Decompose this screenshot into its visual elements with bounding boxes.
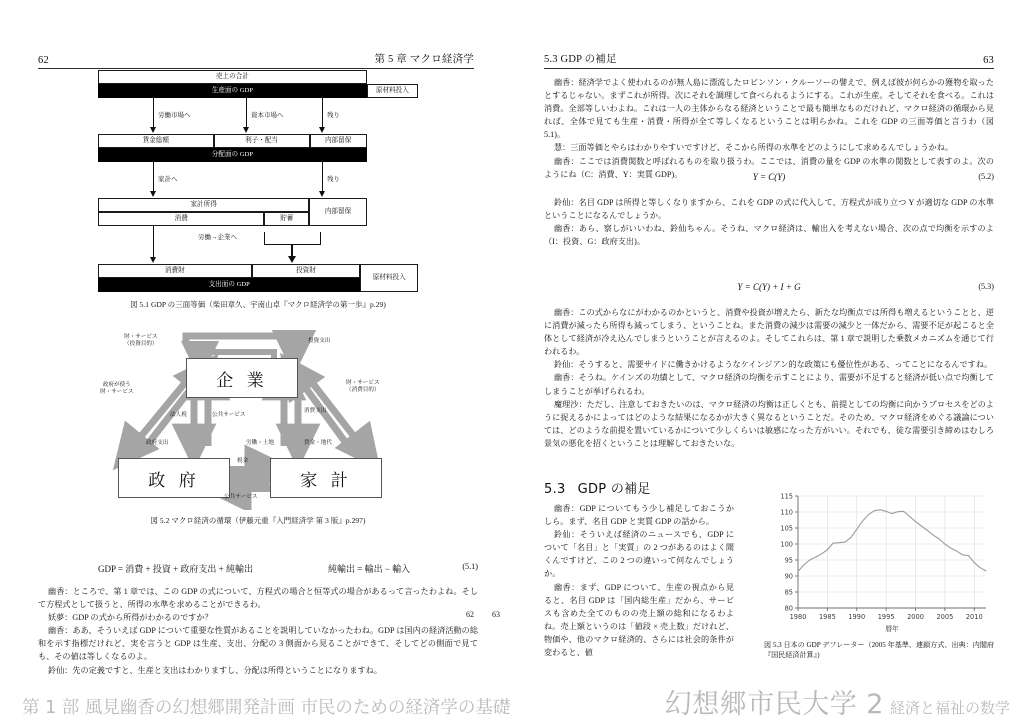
right-section-title: 5.3 GDP の補足	[544, 54, 617, 65]
equation-5-3-row	[544, 282, 994, 298]
fig52-label-wage-rent: 賃金・地代	[304, 440, 332, 446]
fig52-label-goods-services-consumption: 財・サービス （消費目的）	[346, 380, 380, 393]
banner-book-title	[665, 682, 1010, 721]
fig51-cell-consumption-goods: 消費財	[98, 264, 252, 278]
svg-text:110: 110	[780, 508, 793, 517]
fig51-label-labor-to-firm: 労働→企業へ	[198, 234, 237, 241]
right-column-bottom	[544, 306, 994, 450]
figure-5-2-caption: 図 5.2 マクロ経済の循環（伊藤元重『入門経済学 第 3 版』p.297)	[150, 516, 366, 525]
banner-series-title: 第 1 部 風見幽香の幻想郷開発計画 市民のための経済学の基礎	[22, 698, 511, 718]
edge-folio-left: 62	[466, 610, 474, 619]
fig51-arrows-2	[98, 162, 418, 198]
fig51-cell-interest-dividend: 利子・配当	[214, 134, 310, 148]
right-paragraph-3: 幽香：ここでは消費関数と呼ばれるものを取り扱うわ。ここでは、消費の量を GDP の水準の関数として表すのよ。次のようにね（C：消費、Y：実質 GDP)。	[544, 156, 994, 179]
fig52-node-government: 政 府	[118, 458, 230, 498]
fig52-label-gov-buys-goods: 政府が使う 財・サービス	[100, 382, 134, 395]
section-5-3-title: GDP の補足	[577, 482, 651, 497]
fig52-node-household: 家 計	[270, 458, 382, 498]
equation-5-3-body: Y = C(Y) + I + G	[737, 282, 801, 292]
right-folio: 63	[983, 55, 994, 66]
fig51-arrow-capital-market	[246, 98, 247, 128]
left-paragraph-4: 鈴仙：先の定義ですと、生産と支出はわかりますし、分配は所得ということになりますね。	[48, 665, 382, 675]
svg-text:1990: 1990	[848, 613, 866, 621]
svg-text:85: 85	[784, 588, 793, 597]
fig51-cell-expenditure-gdp: 支出面の GDP	[98, 278, 360, 292]
right-paragraph-7: 鈴仙：そうすると、需要サイドに働きかけるようなケインジアン的な政策にも優位性がある、ってことになるんですね。	[554, 360, 993, 370]
svg-text:95: 95	[784, 556, 793, 565]
fig51-cell-wages: 賃金総額	[98, 134, 214, 148]
fig52-label-consumption-spending: 消費支出	[304, 408, 327, 414]
fig51-row-production-gdp	[98, 84, 418, 98]
svg-text:2005: 2005	[936, 613, 954, 621]
svg-text:2010: 2010	[965, 613, 983, 621]
right-page	[512, 0, 1024, 727]
svg-text:1980: 1980	[789, 613, 807, 621]
fig52-label-tax: 税金	[237, 458, 249, 464]
right-paragraph-9: 魔理沙：ただし、注意しておきたいのは、マクロ経済の均衡は正しくとも、前提としての均衡に向かうプロセスをどのように捉えるかによってはどのような結果になるかが大きく異なるということだ。そのため、マクロ経済をめぐる議論については、どのような前提を置いているかについて少しくらいは敏感になった方がいい。それでも、徒な需要引き締めはむしろ景気の悪化を招くということは理解しておきたいな。	[544, 399, 994, 448]
figure-5-3	[764, 488, 994, 658]
fig51-label-capital-market: 資本市場へ	[251, 112, 284, 119]
fig51-cell-production-gdp: 生産面の GDP	[98, 84, 367, 98]
svg-text:90: 90	[784, 572, 793, 581]
narrow-paragraph-2: 鈴仙：そういえば経済のニュースでも、GDP について「名目」と「実質」の 2 つがあるのはよく聞くんですけど、この 2 つの違いって何なんでしょうか。	[544, 530, 734, 579]
svg-text:1995: 1995	[877, 613, 895, 621]
figure-5-2	[98, 330, 418, 525]
right-column-top	[544, 76, 994, 181]
fig51-label-remainder-2: 残り	[327, 176, 340, 183]
fig51-cell-household-income: 家計所得	[98, 198, 309, 212]
fig51-cell-raw-materials-2: 原材料投入	[360, 264, 418, 292]
fig51-arrow-labor-to-firm	[153, 226, 154, 258]
figure-5-1-caption: 図 5.1 GDP の三面等価（柴田章久、宇南山卓『マクロ経済学の第一歩』p.29)	[130, 300, 386, 309]
left-folio: 62	[38, 55, 49, 66]
fig52-label-investment-spending: 投資支出	[308, 338, 331, 344]
equation-5-1	[38, 562, 478, 578]
fig51-label-to-household: 家計へ	[158, 176, 178, 183]
right-paragraph-4: 鈴仙：名目 GDP は所得と等しくなりますから、これを GDP の式に代入して、方程式が成り立つ Y が適切な GDP の水準ということになるんでしょうか。	[544, 198, 994, 221]
fig51-row-expenditure-gdp	[98, 278, 360, 292]
section-5-3-heading	[544, 478, 651, 498]
equation-5-2-row	[544, 172, 994, 188]
fig52-label-public-services-firm: 公共サービス	[212, 412, 246, 418]
equation-5-2-body: Y = C(Y)	[752, 172, 786, 182]
svg-text:105: 105	[780, 524, 793, 533]
narrow-paragraph-3: 幽香：まず、GDP について、生産の視点から見ると、名目 GDP は「国内総生産」だから、サービスも含めた全てのものの売上額の総和になるわよね。売上額というのは「値段 × 売上数」だけれど、物価や、他のマクロ経済的、さらには社会的条件が変わると、値	[544, 582, 734, 658]
figure-5-1	[98, 70, 418, 310]
fig51-cell-sales-total: 売上の合計	[98, 70, 367, 84]
fig51-arrow-remainder-1	[322, 98, 323, 128]
fig51-cell-retained-earnings-1: 内部留保	[310, 134, 367, 148]
narrow-paragraph-1: 幽香：GDP についてもう少し補足しておこうかしら。まず、名目 GDP と実質 GDP の話から。	[544, 504, 734, 527]
section-5-3-narrow-column	[544, 502, 734, 659]
svg-text:80: 80	[784, 604, 793, 613]
equation-5-1-number: (5.1)	[462, 562, 478, 571]
fig51-arrows-3	[98, 226, 418, 264]
fig51-cell-consumption: 消費	[98, 212, 264, 226]
equation-5-1-body: GDP = 消費 + 投資 + 政府支出 + 純輸出	[98, 564, 253, 574]
fig51-row-distribution	[98, 134, 367, 148]
fig52-label-public-services-household: 公共サービス	[224, 494, 258, 500]
left-paragraph-3: 幽香：ああ、そういえば GDP について重要な性質があることを説明していなかったわね。GDP は国内の経済活動の総和を示す指標だけれど、実を言うと GDP は生産、支出、分配の 3 側面から見ることができて、そしてどの側面で見ても、その値は等しくなるのよ。	[38, 626, 478, 662]
fig52-node-firm: 企 業	[186, 358, 298, 398]
svg-text:2000: 2000	[907, 613, 924, 621]
fig51-label-labor-market: 労働市場へ	[158, 112, 191, 119]
svg-text:115: 115	[780, 492, 793, 501]
fig51-cell-retained-earnings-2: 内部留保	[309, 198, 367, 226]
left-chapter-title: 第 5 章 マクロ経済学	[374, 54, 474, 65]
fig51-row-distribution-gdp	[98, 148, 367, 162]
left-paragraph-2: 妖夢：GDP の式から所得がわかるのですか？	[48, 613, 213, 623]
right-column-mid	[544, 196, 994, 248]
right-paragraph-5: 幽香：あら、察しがいいわね、鈴仙ちゃん。そうね、マクロ経済は、輸出入を考えない場合、次の点で均衡を示すのよ（I：投資、G：政府支出)。	[544, 224, 994, 247]
left-running-head	[38, 48, 474, 69]
section-5-3-number: 5.3	[544, 482, 566, 497]
figure-5-3-caption: 図 5.3 日本の GDP デフレーター（2005 年基準、連鎖方式、出典：内閣府『国民経済計算』)	[764, 641, 995, 659]
fig51-label-remainder-1: 残り	[327, 112, 340, 119]
left-paragraph-1: 幽香：ところで、第 1 章では、この GDP の式について、方程式の場合と恒等式の場合があるって言ったわよね。そして方程式として扱うと、所得の水準を求めることができるわ。	[38, 587, 478, 610]
fig51-arrows-1	[98, 98, 418, 134]
fig52-label-labor-land: 労働・土地	[246, 440, 274, 446]
right-paragraph-6: 幽香：この式からなにがわかるのかというと、消費や投資が増えたら、新たな均衡点では所得も増えるということと、逆に消費が減ったら所得も減ってしまう、ということね。また消費の減少は需要の減少と一体だから、需要不足が起こると全体として経済が冷え込んでしまうということが言えるのよ。そしてこれらは、第 1 章で説明した乗数メカニズムを通じて行われるわ。	[544, 308, 994, 357]
fig51-arrow-remainder-2	[322, 162, 323, 192]
fig51-arrow-to-investment-goods	[291, 244, 293, 258]
right-running-head	[544, 48, 994, 69]
fig51-cell-distribution-gdp: 分配面の GDP	[98, 148, 367, 162]
fig52-label-goods-services-investment: 財・サービス （投資目的）	[124, 334, 158, 347]
fig52-label-gov-spending: 政府支出	[146, 440, 169, 446]
gdp-deflator-line-chart	[764, 488, 994, 638]
equation-5-2-number: (5.2)	[978, 172, 994, 181]
equation-5-1-side: 純輸出 = 輸出 − 輸入	[328, 564, 411, 574]
banner-book-sub: 経済と福祉の数学	[889, 699, 1010, 717]
fig51-row-sales	[98, 70, 418, 84]
fig52-label-corporate-tax: 法人税	[170, 412, 187, 418]
right-paragraph-2: 慧：三面等価とやらはわかりやすいですけど、そこから所得の水準をどのようにして求めるんでしょうかね。	[554, 143, 954, 153]
fig51-arrow-labor-market	[153, 98, 154, 128]
right-paragraph-1: 幽香：経済学でよく使われるのが無人島に漂流したロビンソン・クルーソーの譬えで、例えば彼が何らかの獲物を取ったとするじゃない。まずこれが所得。次にそれを調理して食べられるようにする。これが生産。そしてそれを食べる。これは消費。全部等しいわよね。これは一人の主体からなる経済ということで最も簡単なものだけれど、マクロ経済の循環から見れば、全体で見ても生産・消費・所得が全て等しくなるということは明らかね。これを GDP の三面等価と言うわ（図 5.1)。	[544, 78, 994, 140]
svg-text:1985: 1985	[818, 613, 836, 621]
svg-text:暦年: 暦年	[885, 625, 899, 633]
fig51-arrow-to-household	[153, 162, 154, 192]
svg-text:100: 100	[780, 540, 793, 549]
banner-book-main: 幻想郷市民大学 2	[664, 689, 884, 720]
equation-5-3-number: (5.3)	[978, 282, 994, 291]
edge-folio-right: 63	[492, 610, 500, 619]
fig51-cell-saving: 貯蓄	[264, 212, 309, 226]
fig51-row-consumption-saving	[98, 212, 309, 226]
fig51-cell-investment-goods: 投資財	[252, 264, 361, 278]
fig51-cell-raw-materials-1: 原材料投入	[367, 84, 418, 98]
right-paragraph-8: 幽香：そうね。ケインズの功績として、マクロ経済の均衡を示すことにより、需要が不足すると経済が低い点で均衡してしまうことが挙げられるわ。	[544, 373, 994, 396]
left-column-body	[38, 562, 478, 677]
